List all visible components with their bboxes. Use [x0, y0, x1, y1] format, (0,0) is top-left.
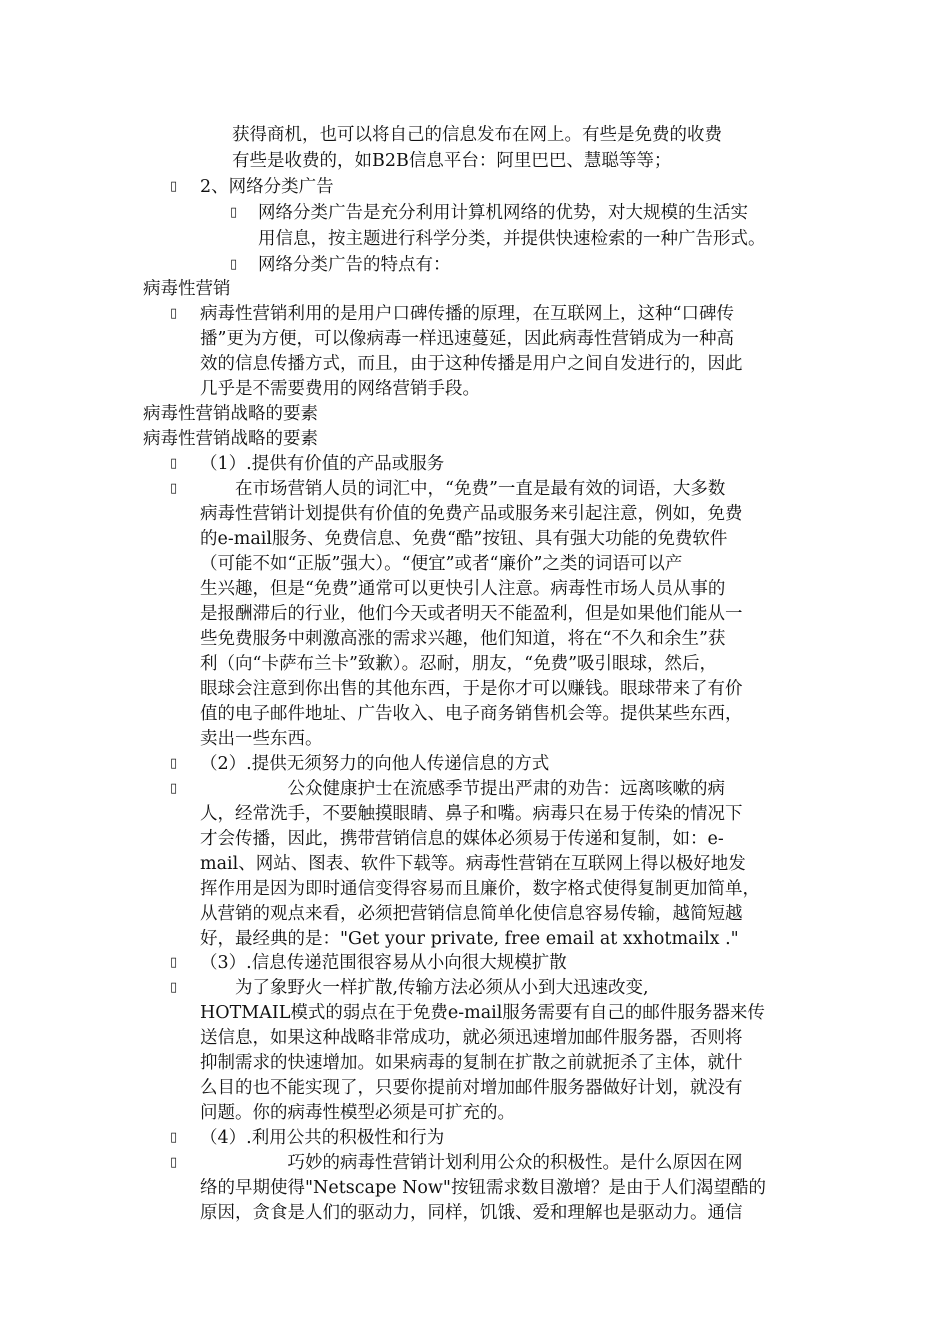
text-line: mail、网站、图表、软件下载等。病毒性营销在互联网上得以极好地发: [200, 854, 746, 874]
text-line: 络的早期使得"Netscape Now"按钮需求数目激增？是由于人们渴望酷的: [200, 1178, 766, 1198]
bullet-icon: ▯: [170, 781, 178, 796]
item-heading: （4）.利用公共的积极性和行为: [200, 1128, 445, 1148]
text-line: 有些是收费的，如B2B信息平台：阿里巴巴、慧聪等等；: [232, 151, 672, 171]
text-line: 生兴趣，但是“免费”通常可以更快引人注意。病毒性市场人员从事的: [200, 579, 726, 599]
text-line: 网络分类广告是充分利用计算机网络的优势，对大规模的生活实: [258, 203, 748, 223]
text-line: 抑制需求的快速增加。如果病毒的复制在扩散之前就扼杀了主体，就什: [200, 1053, 743, 1073]
item-heading: （3）.信息传递范围很容易从小向很大规模扩散: [200, 953, 567, 973]
text-line: 问题。你的病毒性模型必须是可扩充的。: [200, 1103, 515, 1123]
text-line: 效的信息传播方式，而且，由于这种传播是用户之间自发进行的，因此: [200, 354, 743, 374]
item-heading: （1）.提供有价值的产品或服务: [200, 454, 445, 474]
bullet-icon: ▯: [170, 306, 178, 321]
text-line: 卖出一些东西。: [200, 729, 323, 749]
text-line: 网络分类广告的特点有：: [258, 255, 451, 275]
bullet-icon: ▯: [170, 980, 178, 995]
text-line: 病毒性营销利用的是用户口碑传播的原理，在互联网上，这种“口碑传: [200, 304, 734, 324]
bullet-icon: ▯: [170, 481, 178, 496]
text-line: 的e-mail服务、免费信息、免费“酷”按钮、具有强大功能的免费软件: [200, 529, 728, 549]
text-line: 眼球会注意到你出售的其他东西，于是你才可以赚钱。眼球带来了有价: [200, 679, 743, 699]
text-line: 病毒性营销计划提供有价值的免费产品或服务来引起注意，例如，免费: [200, 504, 743, 524]
text-line: （可能不如“正版”强大）。“便宜”或者“廉价”之类的词语可以产: [200, 554, 683, 574]
item-heading: （2）.提供无须努力的向他人传递信息的方式: [200, 754, 550, 774]
text-line: 好，最经典的是："Get your private, free email at xxhotmailx .": [200, 929, 739, 949]
bullet-icon: ▯: [170, 179, 178, 194]
text-line: 么目的也不能实现了，只要你提前对增加邮件服务器做好计划，就没有: [200, 1078, 743, 1098]
bullet-icon: ▯: [170, 955, 178, 970]
bullet-icon: ▯: [170, 1155, 178, 1170]
text-line: 才会传播，因此，携带营销信息的媒体必须易于传递和复制，如：e-: [200, 829, 724, 849]
text-line: 挥作用是因为即时通信变得容易而且廉价，数字格式使得复制更加简单，: [200, 879, 760, 899]
bullet-icon: ▯: [170, 756, 178, 771]
section-heading: 2、网络分类广告: [200, 177, 334, 197]
text-line: 在市场营销人员的词汇中，“免费”一直是最有效的词语，大多数: [200, 479, 726, 499]
text-line: 巧妙的病毒性营销计划利用公众的积极性。是什么原因在网: [200, 1153, 743, 1173]
bullet-icon: ▯: [170, 456, 178, 471]
bullet-icon: ▯: [230, 205, 238, 220]
text-line: 些免费服务中刺激高涨的需求兴趣，他们知道，将在“不久和余生”获: [200, 629, 726, 649]
text-line: 几乎是不需要费用的网络营销手段。: [200, 379, 480, 399]
bullet-icon: ▯: [230, 257, 238, 272]
text-line: HOTMAIL模式的弱点在于免费e-mail服务需要有自己的邮件服务器来传: [200, 1003, 765, 1023]
text-line: 用信息，按主题进行科学分类，并提供快速检索的一种广告形式。: [258, 229, 766, 249]
bullet-icon: ▯: [170, 1130, 178, 1145]
text-line: 公众健康护士在流感季节提出严肃的劝告：远离咳嗽的病: [200, 779, 725, 799]
section-heading: 病毒性营销战略的要素: [143, 404, 318, 424]
text-line: 送信息，如果这种战略非常成功，就必须迅速增加邮件服务器，否则将: [200, 1028, 743, 1048]
text-line: 从营销的观点来看，必须把营销信息简单化使信息容易传输，越简短越: [200, 904, 743, 924]
section-heading: 病毒性营销: [143, 279, 231, 299]
text-line: 值的电子邮件地址、广告收入、电子商务销售机会等。提供某些东西，: [200, 704, 743, 724]
text-line: 利（向“卡萨布兰卡”致歉）。忍耐，朋友，“免费”吸引眼球，然后，: [200, 654, 718, 674]
text-line: 为了象野火一样扩散,传输方法必须从小到大迅速改变,: [200, 978, 649, 998]
text-line: 原因，贪食是人们的驱动力，同样，饥饿、爱和理解也是驱动力。通信: [200, 1203, 743, 1223]
text-line: 是报酬滞后的行业，他们今天或者明天不能盈利，但是如果他们能从一: [200, 604, 743, 624]
text-line: 获得商机，也可以将自己的信息发布在网上。有些是免费的收费: [232, 125, 722, 145]
text-line: 播”更为方便，可以像病毒一样迅速蔓延，因此病毒性营销成为一种高: [200, 329, 734, 349]
text-line: 人，经常洗手，不要触摸眼睛、鼻子和嘴。病毒只在易于传染的情况下: [200, 804, 743, 824]
section-heading: 病毒性营销战略的要素: [143, 429, 318, 449]
